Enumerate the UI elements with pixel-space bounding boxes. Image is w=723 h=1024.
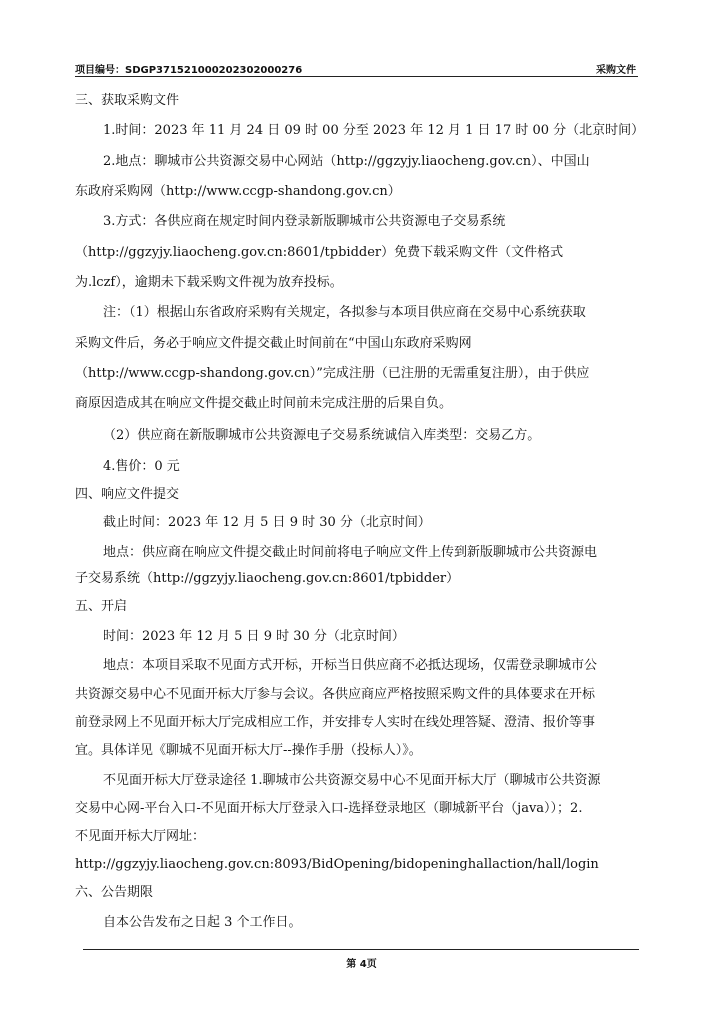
- paragraph-line: 自本公告发布之日起 3 个工作日。: [103, 915, 302, 930]
- page-header: [75, 58, 638, 77]
- paragraph-line: 2.地点：聊城市公共资源交易中心网站（http://ggzyjy.liaocheng.gov.cn）、中国山: [103, 154, 590, 169]
- paragraph-line: （http://ggzyjy.liaocheng.gov.cn:8601/tpbidder）免费下载采购文件（文件格式: [75, 245, 564, 260]
- paragraph-line: 1.时间：2023 年 11 月 24 日 09 时 00 分至 2023 年 12 月 1 日 17 时 00 分（北京时间）: [103, 123, 645, 138]
- paragraph-line: 前登录网上不见面开标大厅完成相应工作，并安排专人实时在线处理答疑、澄清、报价等事: [75, 715, 596, 730]
- paragraph-line: 商原因造成其在响应文件提交截止时间前未完成注册的后果自负。: [75, 396, 453, 411]
- paragraph-line: 不见面开标大厅网址：: [75, 829, 206, 844]
- page-number: 第 4页: [346, 959, 377, 970]
- paragraph-line: 注：（1）根据山东省政府采购有关规定，各拟参与本项目供应商在交易中心系统获取: [103, 305, 586, 320]
- paragraph-line: 子交易系统（http://ggzyjy.liaocheng.gov.cn:8601/tpbidder）: [75, 571, 460, 586]
- paragraph-line: 交易中心网-平台入口-不见面开标大厅登录入口-选择登录地区（聊城新平台（java））；2.: [75, 801, 583, 816]
- paragraph-line: 截止时间：2023 年 12 月 5 日 9 时 30 分（北京时间）: [103, 515, 431, 530]
- paragraph-line: 地点：供应商在响应文件提交截止时间前将电子响应文件上传到新版聊城市公共资源电: [103, 545, 598, 560]
- section-heading: 五、开启: [75, 599, 128, 614]
- paragraph-line: 3.方式：各供应商在规定时间内登录新版聊城市公共资源电子交易系统: [103, 214, 506, 229]
- paragraph-line: 采购文件后，务必于响应文件提交截止时间前在“中国山东政府采购网: [75, 336, 472, 351]
- paragraph-line: 时间：2023 年 12 月 5 日 9 时 30 分（北京时间）: [103, 629, 405, 644]
- paragraph-line: 4.售价：0 元: [103, 459, 180, 474]
- paragraph-line: 地点：本项目采取不见面方式开标，开标当日供应商不必抵达现场，仅需登录聊城市公: [103, 658, 598, 673]
- paragraph-line: 宜。具体详见《聊城不见面开标大厅--操作手册（投标人）》。: [75, 743, 422, 758]
- section-heading: 三、获取采购文件: [75, 93, 180, 108]
- paragraph-line: 不见面开标大厅登录途径 1.聊城市公共资源交易中心不见面开标大厅（聊城市公共资源: [103, 773, 601, 788]
- section-heading: 四、响应文件提交: [75, 487, 180, 502]
- paragraph-line: （http://www.ccgp-shandong.gov.cn）”完成注册（已注册的无需重复注册），由于供应: [75, 366, 590, 381]
- document-type: 采购文件: [596, 65, 636, 76]
- paragraph-line: 为.lczf），逾期未下载采购文件视为放弃投标。: [75, 275, 343, 290]
- hall-url: http://ggzyjy.liaocheng.gov.cn:8093/BidOpening/bidopeninghallaction/hall/login: [75, 857, 599, 872]
- paragraph-line: 共资源交易中心不见面开标大厅参与会议。各供应商应严格按照采购文件的具体要求在开标: [75, 687, 596, 702]
- paragraph-line: 东政府采购网（http://www.ccgp-shandong.gov.cn）: [75, 184, 401, 199]
- section-heading: 六、公告期限: [75, 885, 154, 900]
- footer-divider: [83, 949, 639, 950]
- paragraph-line: （2）供应商在新版聊城市公共资源电子交易系统诚信入库类型：交易乙方。: [103, 428, 541, 443]
- project-number: 项目编号：SDGP371521000202302000276: [75, 65, 303, 76]
